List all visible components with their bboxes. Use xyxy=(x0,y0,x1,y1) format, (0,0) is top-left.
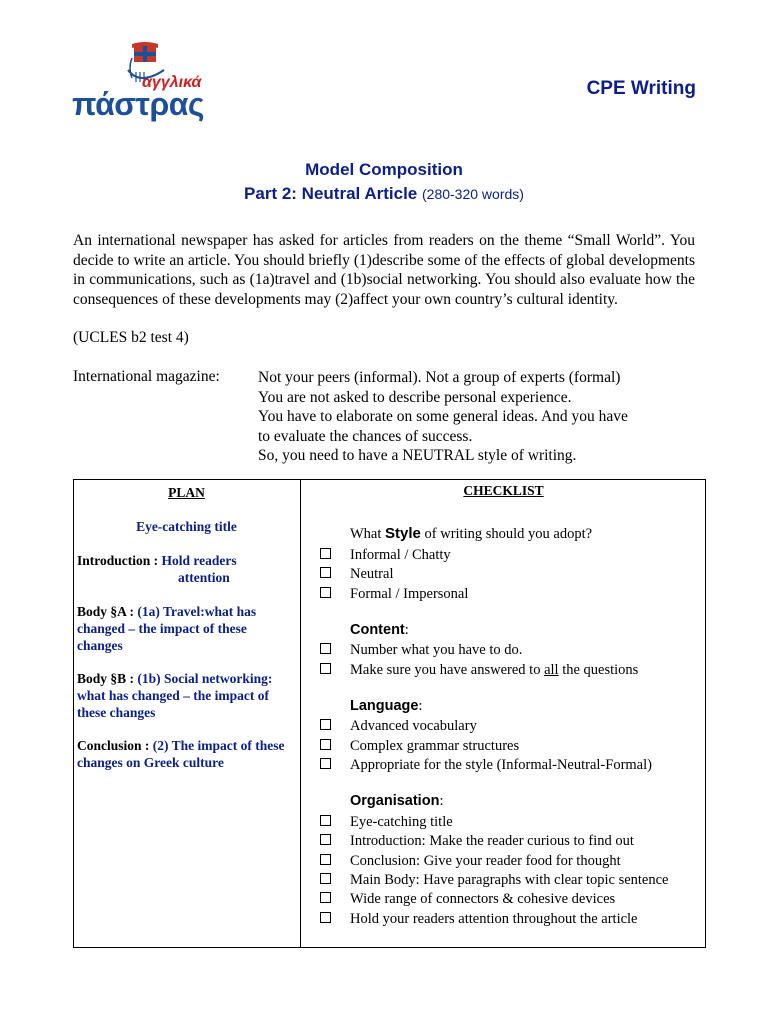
content-heading: Content: xyxy=(350,622,409,638)
word-count: (280-320 words) xyxy=(422,186,524,202)
plan-intro-value-cont: attention xyxy=(178,570,230,585)
plan-introduction: Introduction : Hold readers attention xyxy=(77,553,237,585)
checklist-item[interactable]: Main Body: Have paragraphs with clear topic sentence xyxy=(320,872,668,889)
plan-intro-label: Introduction xyxy=(77,553,151,568)
checkbox-icon[interactable] xyxy=(320,567,331,578)
checkbox-icon[interactable] xyxy=(320,815,331,826)
checkbox-icon[interactable] xyxy=(320,834,331,845)
checkbox-icon[interactable] xyxy=(320,912,331,923)
checkbox-icon[interactable] xyxy=(320,739,331,750)
magazine-notes xyxy=(258,368,698,466)
magazine-note: Not your peers (informal). Not a group of experts (formal) xyxy=(258,369,621,386)
plan-conclusion-value: these changes on Greek culture xyxy=(77,738,285,770)
checklist-item[interactable]: Introduction: Make the reader curious to find out xyxy=(320,833,634,850)
magazine-note: to evaluate the chances of success. xyxy=(258,427,473,445)
checklist-item[interactable]: Make sure you have answered to all the questions xyxy=(320,662,638,679)
logo-wordmark: πάστρας xyxy=(72,86,205,122)
checklist-item[interactable]: Hold your readers attention throughout the article xyxy=(320,911,638,928)
checklist-heading: CHECKLIST xyxy=(463,483,544,498)
checklist-item[interactable]: Number what you have to do. xyxy=(320,642,522,659)
checkbox-icon[interactable] xyxy=(320,643,331,654)
checklist-item[interactable]: Appropriate for the style (Informal-Neutral-Formal) xyxy=(320,757,652,774)
checkbox-icon[interactable] xyxy=(320,854,331,865)
plan-body-a: Body §A : (1a) Travel:what has changed – the impact of these changes xyxy=(77,604,257,653)
table-divider xyxy=(300,479,301,948)
language-heading: Language: xyxy=(350,698,423,714)
checklist-item[interactable]: Wide range of connectors & cohesive devices xyxy=(320,891,615,908)
magazine-label: International magazine: xyxy=(73,368,220,385)
plan-bodya-value: changed – the impact of these changes xyxy=(77,621,247,653)
logo-subtitle: αγγλικά xyxy=(142,74,202,91)
magazine-note: You have to elaborate on some general ideas. And you have xyxy=(258,408,628,425)
checklist-item[interactable]: Formal / Impersonal xyxy=(320,586,468,603)
checklist-item[interactable]: Informal / Chatty xyxy=(320,547,451,564)
checkbox-icon[interactable] xyxy=(320,548,331,559)
magazine-note: So, you need to have a NEUTRAL style of writing. xyxy=(258,447,577,464)
checkbox-icon[interactable] xyxy=(320,873,331,884)
plan-conclusion: Conclusion : (2) The impact of these changes on Greek culture xyxy=(77,738,285,770)
checklist-item[interactable]: Complex grammar structures xyxy=(320,738,519,755)
style-question: What Style of writing should you adopt? xyxy=(350,525,593,542)
plan-conclusion-label: Conclusion : xyxy=(77,738,150,753)
checkbox-icon[interactable] xyxy=(320,758,331,769)
style-keyword: Style xyxy=(385,525,421,542)
task-text: An international newspaper has asked for articles from readers on the theme “Small World”. You decide to write an article. You should briefly (1)describe some of the effects of global developments in communications, such as (1a)travel and (1b)social networking. You should also evaluate how the consequences of these developments may (2)affect your own country’s cultural identity. xyxy=(73,232,695,308)
plan-intro-value: Hold readers xyxy=(161,553,237,568)
course-title: CPE Writing xyxy=(586,78,696,99)
plan-body-b: Body §B : (1b) Social networking: what has changed – the impact of these changes xyxy=(77,671,273,720)
task-prompt xyxy=(73,231,695,309)
subtitle-main: Part 2: Neutral Article xyxy=(244,184,418,203)
magazine-note: You are not asked to describe personal experience. xyxy=(258,388,572,406)
checkbox-icon[interactable] xyxy=(320,892,331,903)
plan-bodyb-label: Body §B xyxy=(77,671,127,686)
plan-title-item: Eye-catching title xyxy=(136,519,237,534)
checklist-item[interactable]: Conclusion: Give your reader food for thought xyxy=(320,853,621,870)
organisation-heading: Organisation: xyxy=(350,793,444,809)
document-subtitle xyxy=(0,184,768,204)
plan-bodyb-value: networking: what has changed – the impact of these changes xyxy=(77,671,273,720)
checklist-item[interactable]: Eye-catching title xyxy=(320,814,453,831)
checklist-item[interactable]: Advanced vocabulary xyxy=(320,718,477,735)
logo xyxy=(72,40,232,122)
checklist-item[interactable]: Neutral xyxy=(320,566,393,583)
document-title: Model Composition xyxy=(305,160,463,179)
plan-bodya-label: Body §A xyxy=(77,604,127,619)
plan-heading: PLAN xyxy=(168,485,205,500)
task-source: (UCLES b2 test 4) xyxy=(73,329,189,346)
checkbox-icon[interactable] xyxy=(320,663,331,674)
checkbox-icon[interactable] xyxy=(320,587,331,598)
checkbox-icon[interactable] xyxy=(320,719,331,730)
